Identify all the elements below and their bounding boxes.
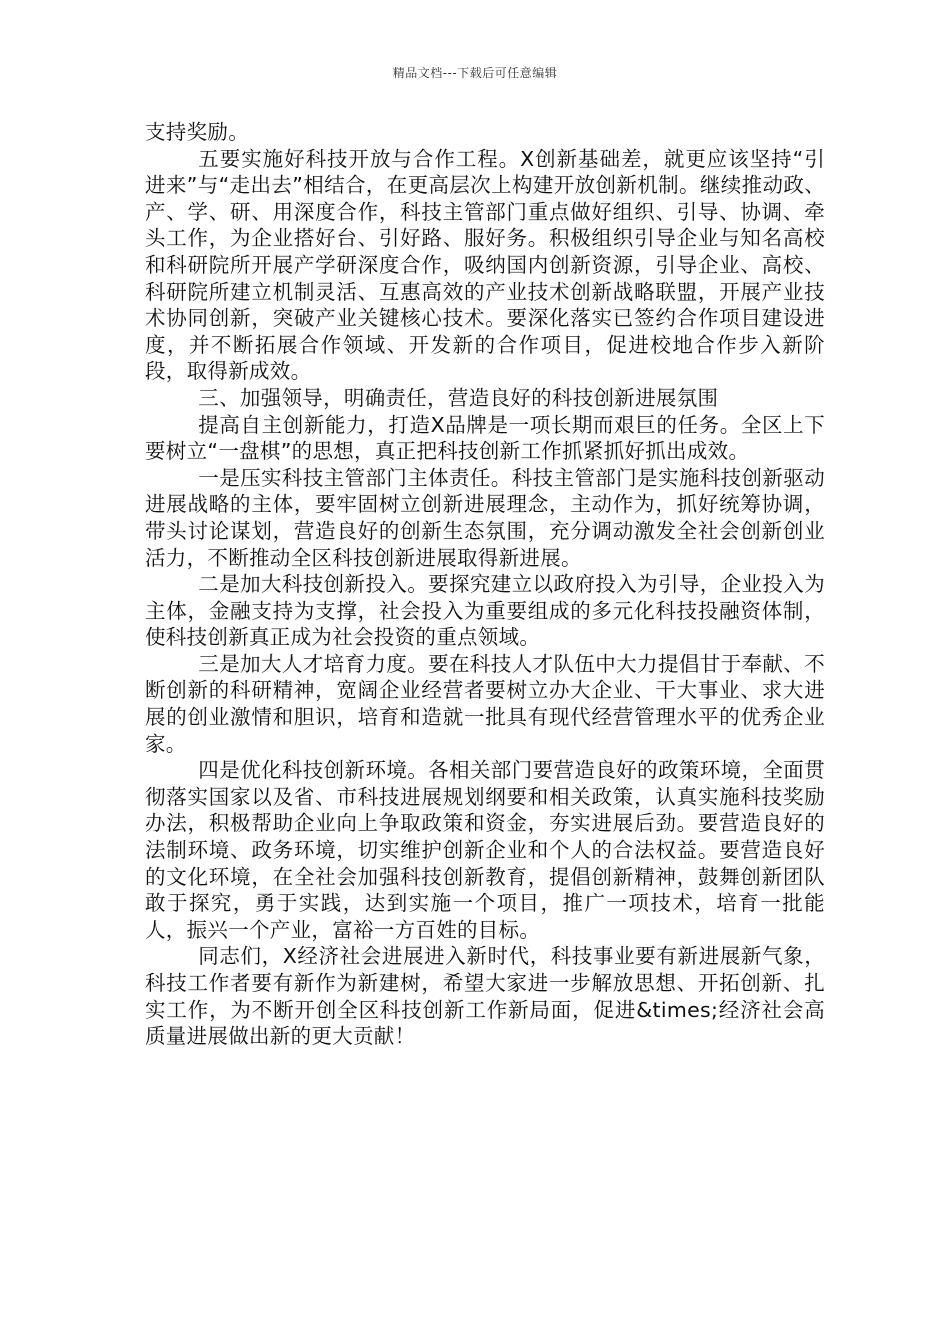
paragraph: 三是加大人才培育力度。要在科技人才队伍中大力提倡甘于奉献、不断创新的科研精神，宽阔企业经营者要树立办大企业、干大事业、求大进展的创业激情和胆识，培育和造就一批具有现代经营管理水平的优秀企业家。: [145, 651, 825, 756]
paragraph: 提高自主创新能力，打造X品牌是一项长期而艰巨的任务。全区上下要树立“一盘棋”的思想，真正把科技创新工作抓紧抓好抓出成效。: [145, 412, 825, 464]
paragraph: 五要实施好科技开放与合作工程。X创新基础差，就更应该坚持“引进来”与“走出去”相结合，在更高层次上构建开放创新机制。继续推动政、产、学、研、用深度合作，科技主管部门重点做好组织、引导、协调、牵头工作，为企业搭好台、引好路、服好务。积极组织引导企业与知名高校和科研院所开展产学研深度合作，吸纳国内创新资源，引导企业、高校、科研院所建立机制灵活、互惠高效的产业技术创新战略联盟，开展产业技术协同创新，突破产业关键核心技术。要深化落实已签约合作项目建设进度，并不断拓展合作领域、开发新的合作项目，促进校地合作步入新阶段，取得新成效。: [145, 146, 825, 384]
section-heading: 三、加强领导，明确责任，营造良好的科技创新进展氛围: [198, 385, 719, 410]
paragraph: 同志们，X经济社会进展进入新时代，科技事业要有新进展新气象，科技工作者要有新作为新建树，希望大家进一步解放思想、开拓创新、扎实工作，为不断开创全区科技创新工作新局面，促进&times;经济社会高质量进展做出新的更大贡献！: [145, 944, 825, 1049]
document-body: [145, 119, 825, 1050]
paragraph: 支持奖励。: [145, 120, 249, 144]
paragraph: 四是优化科技创新环境。各相关部门要营造良好的政策环境，全面贯彻落实国家以及省、市科技进展规划纲要和相关政策，认真实施科技奖励办法，积极帮助企业向上争取政策和资金，夯实进展后劲。要营造良好的法制环境、政务环境，切实维护创新企业和个人的合法权益。要营造良好的文化环境，在全社会加强科技创新教育，提倡创新精神，鼓舞创新团队敢于探究，勇于实践，达到实施一个项目，推广一项技术，培育一批能人，振兴一个产业，富裕一方百姓的目标。: [145, 758, 825, 942]
paragraph: 一是压实科技主管部门主体责任。科技主管部门是实施科技创新驱动进展战略的主体，要牢固树立创新进展理念，主动作为，抓好统筹协调，带头讨论谋划，营造良好的创新生态氛围，充分调动激发全社会创新创业活力，不断推动全区科技创新进展取得新进展。: [145, 465, 825, 570]
page-header: 精品文档---下载后可任意编辑: [392, 66, 558, 80]
paragraph: 二是加大科技创新投入。要探究建立以政府投入为引导，企业投入为主体，金融支持为支撑，社会投入为重要组成的多元化科技投融资体制，使科技创新真正成为社会投资的重点领域。: [145, 572, 825, 650]
